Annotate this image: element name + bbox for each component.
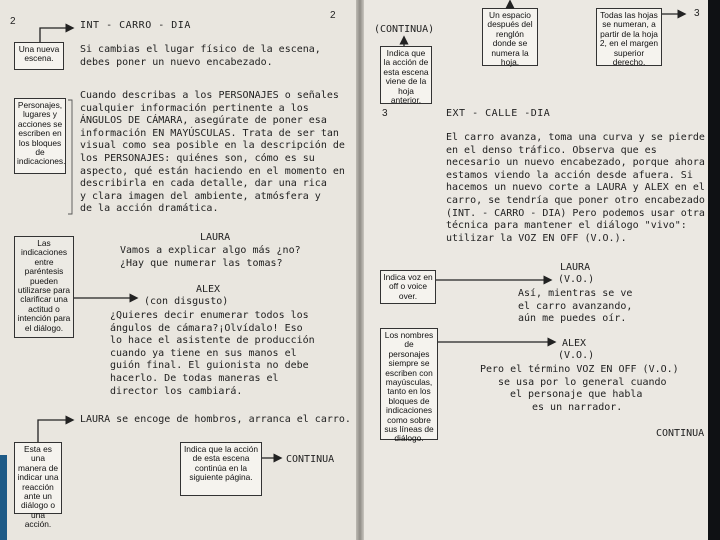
text-line: utilizar la VOZ EN OFF (V.O.).: [446, 232, 627, 244]
text-line: Si cambias el lugar físico de la escena,: [80, 44, 321, 55]
text-line: hacemos un nuevo corte a LAURA y ALEX en el: [446, 182, 705, 194]
text-line: técnica para mantener el diálogo "vivo":: [446, 220, 687, 232]
continua-label: CONTINUA: [286, 454, 335, 465]
text-line: cualquier información pertinente a los: [80, 102, 309, 114]
note-new-scene: Una nueva escena.: [14, 42, 64, 70]
character-name-laura: LAURA: [560, 262, 591, 273]
dialogue-line: guión final. El guionista no debe: [110, 360, 309, 372]
text-line: aspecto, qué están haciendo en el momento en: [80, 165, 345, 177]
character-name-alex: ALEX: [196, 284, 221, 295]
action-line: LAURA se encoge de hombros, arranca el carro.: [80, 414, 351, 425]
text-line: Cuando describas a los PERSONAJES o señales: [80, 90, 339, 101]
bracket-description: [68, 100, 72, 214]
scene-heading: INT - CARRO - DIA: [80, 20, 191, 31]
dialogue-line: Pero el término VOZ EN OFF (V.O.): [480, 364, 679, 375]
text-line: ÁNGULOS DE CÁMARA, asegúrate de poner esa: [80, 115, 327, 127]
text-line: describirla en cada detalle, dar una rica: [80, 178, 327, 190]
text-line: debes poner un nuevo encabezado.: [80, 56, 273, 68]
dialogue-line: Vamos a explicar algo más ¿no?: [120, 245, 301, 256]
text-line: estamos viendo la acción desde afuera. Si: [446, 169, 693, 181]
dialogue-line: Así, mientras se ve: [518, 288, 633, 299]
scene-heading: EXT - CALLE -DIA: [446, 108, 551, 119]
dialogue-line: cuando ya tiene en sus manos el: [110, 347, 297, 359]
book-cover-edge: [0, 455, 7, 540]
note-characters-caps: Personajes, lugares y acciones se escriben en los bloques de indicaciones.: [14, 98, 66, 174]
note-continues-next: Indica que la acción de esta escena continúa en la siguiente página.: [180, 442, 262, 496]
corner-number: 3: [694, 8, 700, 19]
note-page-numbering: Todas las hojas se numeran, a partir de la hoja 2, en el margen superior derecho.: [596, 8, 662, 66]
left-page: [0, 0, 356, 540]
text-line: en el denso tráfico. Observa que es: [446, 144, 657, 156]
dialogue-line: aún me puedes oír.: [518, 313, 627, 325]
character-name-alex: ALEX: [562, 338, 587, 349]
voice-over-laura: (V.O.): [558, 274, 595, 285]
text-line: visual como sea posible en la descripción de: [80, 140, 345, 152]
annotation-arrows: [0, 0, 356, 540]
text-line: los PERSONAJES: quiénes son, cómo es su: [80, 152, 315, 164]
note-line-space: Un espacio después del renglón donde se numera la hoja.: [482, 8, 538, 66]
dialogue-line: ¿Hay que numerar las tomas?: [120, 257, 283, 269]
text-line: información EN MAYÚSCULAS. Trata de ser tan: [80, 127, 339, 139]
dialogue-line: lo hace el asistente de producción: [110, 335, 315, 347]
parenthetical-alex: (con disgusto): [144, 296, 229, 307]
scan-edge: [708, 0, 720, 540]
continua-top: (CONTINUA): [374, 24, 435, 35]
dialogue-line: director los cambiará.: [110, 385, 243, 397]
annotation-arrows: [364, 0, 708, 540]
arrow-to-heading: [40, 28, 72, 42]
note-reaction: Esta es una manera de indicar una reacción ante un diálogo o una acción.: [14, 442, 62, 514]
note-comes-from-previous: Indica que la acción de esta escena viene de la hoja anterior.: [380, 46, 432, 104]
text-line: carro, se tendría que poner otro encabezado: [446, 194, 705, 206]
corner-number: 2: [10, 16, 16, 27]
dialogue-line: el personaje que habla: [510, 389, 643, 401]
right-page: [364, 0, 720, 540]
note-names-caps: Los nombres de personajes siempre se escriben con mayúsculas, tanto en los bloques de indicaciones como sobre sus líneas de diálogo.: [380, 328, 438, 440]
dialogue-line: ¿Quieres decir enumerar todos los: [110, 310, 309, 321]
arrow-to-action: [38, 420, 72, 442]
continua-bottom: CONTINUA: [656, 428, 705, 439]
note-voice-over: Indica voz en off o voice over.: [380, 270, 436, 304]
text-line: necesario un nuevo encabezado, porque ahora: [446, 157, 705, 169]
text-line: (INT. - CARRO - DIA) Pero podemos usar otra: [446, 207, 705, 219]
text-line: y clara imagen del ambiente, atmósfera y: [80, 190, 321, 202]
book-gutter: [356, 0, 364, 540]
voice-over-alex: (V.O.): [558, 350, 595, 361]
dialogue-line: ángulos de cámara?¡Olvídalo! Eso: [110, 322, 303, 334]
dialogue-line: el carro avanzando,: [518, 300, 633, 312]
dialogue-line: se usa por lo general cuando: [498, 376, 667, 388]
dialogue-line: es un narrador.: [532, 401, 623, 413]
dialogue-line: hacerlo. De todas maneras el: [110, 372, 279, 384]
page-number: 3: [382, 108, 388, 119]
note-parenthetical: Las indicaciones entre paréntesis pueden utilizarse para clarificar una actitud o intención para el diálogo.: [14, 236, 74, 338]
text-line: El carro avanza, toma una curva y se pierde: [446, 132, 705, 143]
character-name-laura: LAURA: [200, 232, 231, 243]
page-number: 2: [330, 10, 336, 21]
text-line: de la acción dramática.: [80, 203, 219, 215]
